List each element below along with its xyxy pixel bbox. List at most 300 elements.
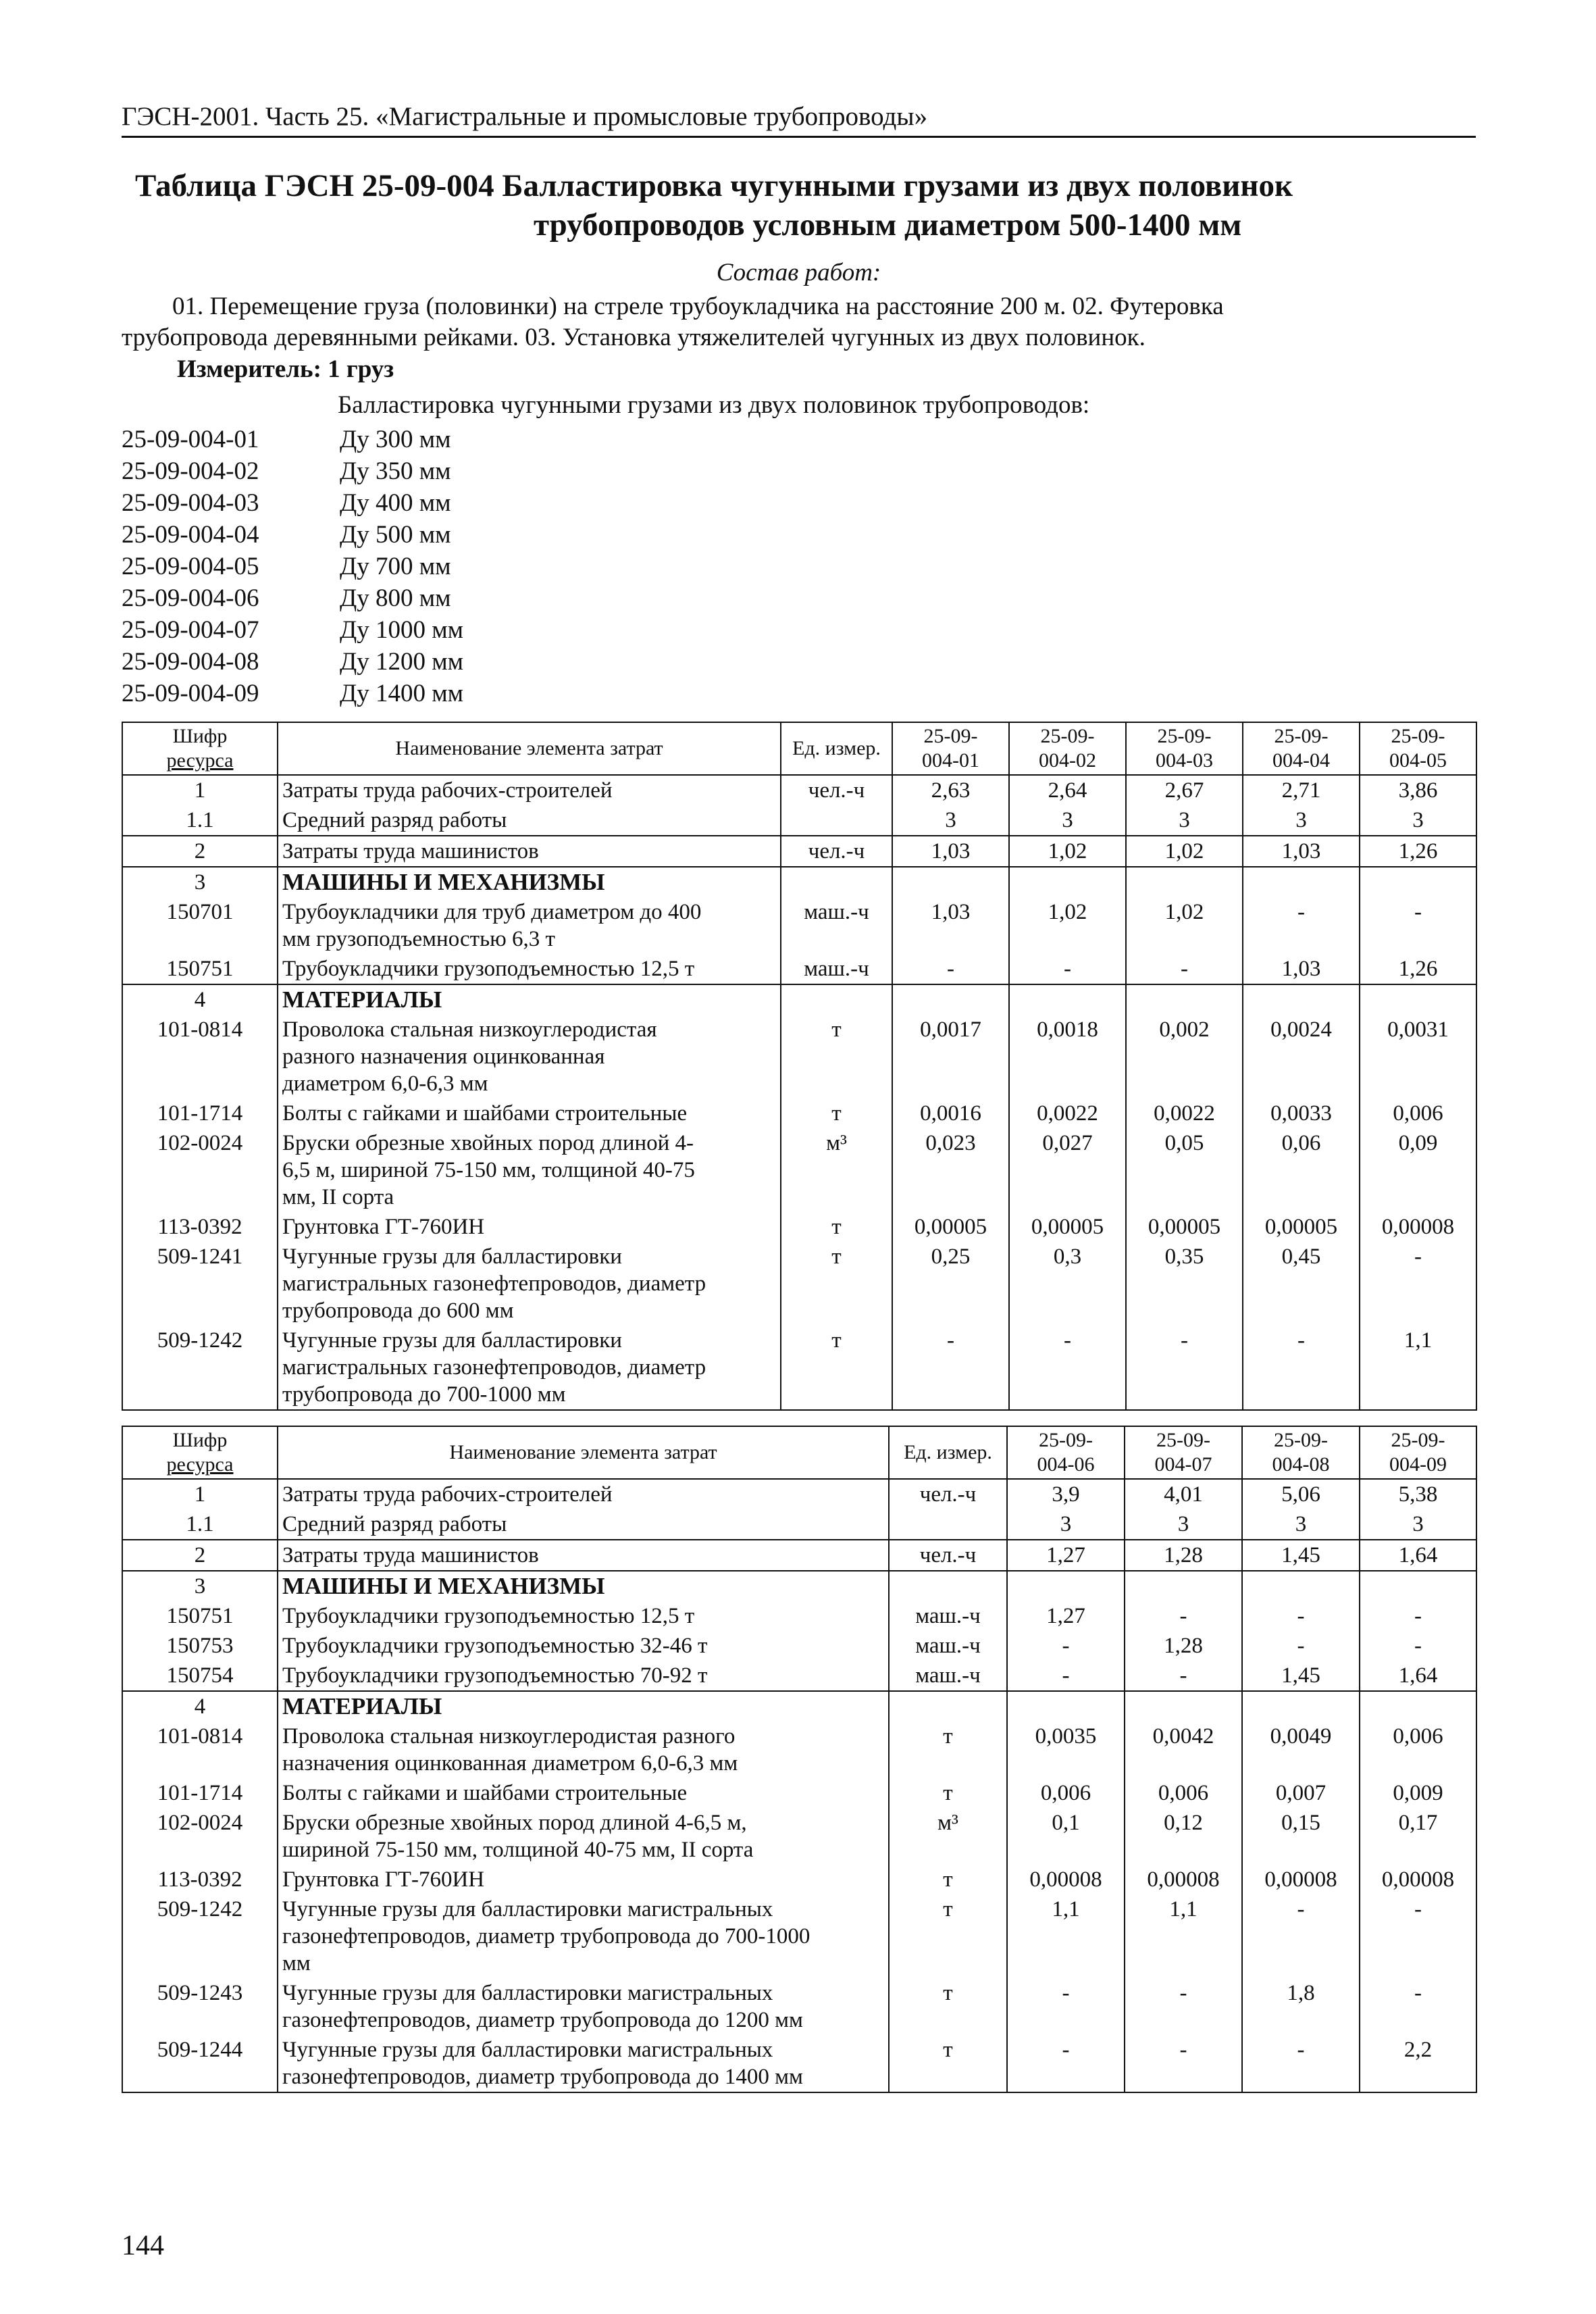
row-value: 3 xyxy=(892,805,1009,836)
row-unit xyxy=(781,867,892,897)
row-name-line: Болты с гайками и шайбами строительные xyxy=(282,1101,688,1126)
row-code: 509-1243 xyxy=(122,1978,278,2035)
row-name-line: МАШИНЫ И МЕХАНИЗМЫ xyxy=(282,869,605,895)
row-code: 150701 xyxy=(122,897,278,954)
row-value xyxy=(1007,1691,1125,1721)
row-value: 2,63 xyxy=(892,775,1009,805)
row-name xyxy=(278,1212,781,1242)
table-row xyxy=(122,1808,1476,1865)
table-row xyxy=(122,1894,1476,1978)
row-name xyxy=(278,1721,889,1778)
row-code: 113-0392 xyxy=(122,1865,278,1894)
row-code: 3 xyxy=(122,1571,278,1601)
row-value xyxy=(892,984,1009,1015)
row-name-line: Трубоукладчики грузоподъемностью 12,5 т xyxy=(282,1604,695,1628)
row-value: 1,64 xyxy=(1360,1661,1476,1691)
page xyxy=(122,101,1476,2093)
table-title xyxy=(122,166,1476,245)
header-norm-code xyxy=(1360,722,1476,775)
header-norm-code xyxy=(1360,1426,1476,1479)
row-value: 1,27 xyxy=(1007,1601,1125,1631)
row-value: 1,45 xyxy=(1242,1540,1360,1571)
header-norm-code xyxy=(1009,722,1126,775)
row-code: 509-1244 xyxy=(122,2035,278,2092)
row-name-line: диаметром 6,0-6,3 мм xyxy=(282,1072,488,1096)
row-value: - xyxy=(1360,1894,1476,1978)
row-value: 1,02 xyxy=(1009,897,1126,954)
row-value: 3 xyxy=(1009,805,1126,836)
row-name xyxy=(278,867,781,897)
row-name-line: шириной 75-150 мм, толщиной 40-75 мм, II сорта xyxy=(282,1838,754,1862)
works-line1: 01. Перемещение груза (половинки) на стреле трубоукладчика на расстояние 200 м. 02. Футеровка xyxy=(172,293,1224,320)
header-norm-code xyxy=(1007,1426,1125,1479)
header-code xyxy=(122,722,278,775)
table-row xyxy=(122,805,1476,836)
code-list-name: Ду 1200 мм xyxy=(340,648,464,676)
row-name xyxy=(278,836,781,867)
table-row xyxy=(122,984,1476,1015)
row-unit: маш.-ч xyxy=(889,1661,1007,1691)
table-row xyxy=(122,1326,1476,1410)
row-name xyxy=(278,1631,889,1661)
table-row xyxy=(122,1099,1476,1128)
row-name xyxy=(278,1099,781,1128)
row-value: 2,67 xyxy=(1126,775,1243,805)
row-value: 1,28 xyxy=(1125,1631,1242,1661)
row-name xyxy=(278,1540,889,1571)
row-unit xyxy=(889,1509,1007,1540)
row-value: 2,71 xyxy=(1243,775,1360,805)
code-list-name: Ду 1000 мм xyxy=(340,616,464,644)
code-list-code: 25-09-004-07 xyxy=(122,616,259,644)
row-value xyxy=(892,867,1009,897)
row-name-line: трубопровода до 700-1000 мм xyxy=(282,1382,566,1407)
table-row xyxy=(122,1601,1476,1631)
row-name-line: Затраты труда машинистов xyxy=(282,839,539,863)
row-name-line: Чугунные грузы для балластировки магистральных xyxy=(282,1981,773,2005)
row-value xyxy=(1125,1691,1242,1721)
row-unit: т xyxy=(781,1099,892,1128)
row-value xyxy=(1242,1571,1360,1601)
row-value xyxy=(1243,867,1360,897)
header-norm-code-line: 004-06 xyxy=(1037,1453,1095,1476)
row-value: 0,023 xyxy=(892,1128,1009,1212)
row-value: 1,02 xyxy=(1009,836,1126,867)
row-unit: т xyxy=(889,1865,1007,1894)
row-name xyxy=(278,1778,889,1808)
row-name-line: Чугунные грузы для балластировки магистральных xyxy=(282,1897,773,1921)
code-list-name: Ду 350 мм xyxy=(340,457,451,485)
header-norm-code-line: 25-09- xyxy=(1274,725,1329,747)
row-value xyxy=(1009,867,1126,897)
table-row xyxy=(122,1242,1476,1326)
row-value xyxy=(1242,1691,1360,1721)
row-value: - xyxy=(1126,954,1243,984)
row-code: 102-0024 xyxy=(122,1128,278,1212)
row-value: 0,0049 xyxy=(1242,1721,1360,1778)
header-norm-code-line: 25-09- xyxy=(1156,1429,1210,1451)
row-value: 0,25 xyxy=(892,1242,1009,1326)
table-row xyxy=(122,1631,1476,1661)
row-value: 0,0018 xyxy=(1009,1015,1126,1099)
row-value: 0,0022 xyxy=(1009,1099,1126,1128)
row-value: 1,8 xyxy=(1242,1978,1360,2035)
row-name xyxy=(278,1015,781,1099)
row-value: - xyxy=(1007,1631,1125,1661)
row-unit: м³ xyxy=(889,1808,1007,1865)
header-code-line: Шифр xyxy=(172,725,228,747)
row-value: 0,006 xyxy=(1125,1778,1242,1808)
header-name: Наименование элемента затрат xyxy=(278,1426,889,1479)
row-name-line: МАТЕРИАЛЫ xyxy=(282,1693,442,1719)
table-row xyxy=(122,1571,1476,1601)
row-value: 0,0016 xyxy=(892,1099,1009,1128)
table-row xyxy=(122,897,1476,954)
row-name-line: разного назначения оцинкованная xyxy=(282,1045,605,1069)
row-unit: маш.-ч xyxy=(889,1601,1007,1631)
row-value: 0,06 xyxy=(1243,1128,1360,1212)
row-code: 509-1242 xyxy=(122,1326,278,1410)
row-code: 150751 xyxy=(122,1601,278,1631)
row-unit: маш.-ч xyxy=(889,1631,1007,1661)
row-name xyxy=(278,1894,889,1978)
row-value: 0,1 xyxy=(1007,1808,1125,1865)
row-name-line: мм грузоподъемностью 6,3 т xyxy=(282,927,555,951)
row-value: - xyxy=(892,1326,1009,1410)
header-norm-code-line: 004-07 xyxy=(1154,1453,1212,1476)
row-name-line: Трубоукладчики грузоподъемностью 70-92 т xyxy=(282,1663,708,1688)
row-value: 0,12 xyxy=(1125,1808,1242,1865)
works-description xyxy=(122,291,1476,353)
row-value: 0,05 xyxy=(1126,1128,1243,1212)
code-list xyxy=(122,424,1476,709)
row-name-line: МАШИНЫ И МЕХАНИЗМЫ xyxy=(282,1573,605,1599)
row-name-line: трубопровода до 600 мм xyxy=(282,1299,514,1323)
row-name-line: Средний разряд работы xyxy=(282,1512,507,1536)
header-norm-code-line: 25-09- xyxy=(1391,725,1445,747)
row-value: 0,3 xyxy=(1009,1242,1126,1326)
row-value: 0,00008 xyxy=(1360,1212,1476,1242)
row-value: - xyxy=(1243,1326,1360,1410)
row-unit: т xyxy=(781,1212,892,1242)
row-code: 101-0814 xyxy=(122,1721,278,1778)
row-name-line: Бруски обрезные хвойных пород длиной 4- xyxy=(282,1131,694,1155)
code-list-item xyxy=(122,551,1476,582)
code-list-name: Ду 700 мм xyxy=(340,553,451,580)
row-value: - xyxy=(1242,1631,1360,1661)
code-list-code: 25-09-004-05 xyxy=(122,553,259,580)
row-value: 1,02 xyxy=(1126,836,1243,867)
row-unit: м³ xyxy=(781,1128,892,1212)
header-code-line: ресурса xyxy=(166,1453,234,1476)
code-list-item xyxy=(122,424,1476,455)
works-subtitle: Состав работ: xyxy=(716,259,881,286)
row-value: 4,01 xyxy=(1125,1479,1242,1509)
table-row xyxy=(122,1978,1476,2035)
row-value: 0,00008 xyxy=(1007,1865,1125,1894)
row-unit: маш.-ч xyxy=(781,897,892,954)
row-value xyxy=(1360,1571,1476,1601)
code-list-code: 25-09-004-02 xyxy=(122,457,259,485)
row-value: 3 xyxy=(1360,805,1476,836)
row-value: 1,28 xyxy=(1125,1540,1242,1571)
row-value: 0,0022 xyxy=(1126,1099,1243,1128)
row-value: 0,0033 xyxy=(1243,1099,1360,1128)
header-norm-code-line: 004-09 xyxy=(1389,1453,1447,1476)
row-value: 0,006 xyxy=(1360,1099,1476,1128)
row-value: - xyxy=(1009,954,1126,984)
row-name xyxy=(278,805,781,836)
code-list-code: 25-09-004-04 xyxy=(122,521,259,549)
row-name-line: газонефтепроводов, диаметр трубопровода до 1200 мм xyxy=(282,2008,803,2032)
table-row xyxy=(122,1212,1476,1242)
header-unit: Ед. измер. xyxy=(889,1426,1007,1479)
header-name: Наименование элемента затрат xyxy=(278,722,781,775)
code-list-item xyxy=(122,582,1476,614)
code-list-item xyxy=(122,614,1476,646)
header-code-line: ресурса xyxy=(166,749,234,772)
row-value: 3 xyxy=(1242,1509,1360,1540)
row-unit: т xyxy=(781,1326,892,1410)
row-value: - xyxy=(1125,2035,1242,2092)
row-value: 3 xyxy=(1007,1509,1125,1540)
row-name-line: Затраты труда машинистов xyxy=(282,1543,539,1567)
row-value: 3 xyxy=(1360,1509,1476,1540)
row-unit xyxy=(889,1571,1007,1601)
header-norm-code xyxy=(1242,1426,1360,1479)
row-name-line: Средний разряд работы xyxy=(282,808,507,832)
row-code: 102-0024 xyxy=(122,1808,278,1865)
code-list-name: Ду 500 мм xyxy=(340,521,451,549)
header-norm-code-line: 25-09- xyxy=(1039,1429,1093,1451)
code-list-code: 25-09-004-09 xyxy=(122,680,259,707)
row-unit: маш.-ч xyxy=(781,954,892,984)
row-value: 5,38 xyxy=(1360,1479,1476,1509)
table-row xyxy=(122,1128,1476,1212)
row-value: 1,45 xyxy=(1242,1661,1360,1691)
header-norm-code-line: 25-09- xyxy=(1274,1429,1328,1451)
row-value: 1,1 xyxy=(1360,1326,1476,1410)
header-unit: Ед. измер. xyxy=(781,722,892,775)
row-name xyxy=(278,1808,889,1865)
table-row xyxy=(122,1661,1476,1691)
row-value: 0,00005 xyxy=(892,1212,1009,1242)
page-number: 144 xyxy=(122,2230,164,2261)
row-name-line: Трубоукладчики грузоподъемностью 12,5 т xyxy=(282,957,695,981)
row-value: - xyxy=(1242,1601,1360,1631)
group-title: Балластировка чугунными грузами из двух половинок трубопроводов: xyxy=(338,391,1090,419)
table-row xyxy=(122,867,1476,897)
resource-table-2 xyxy=(122,1426,1477,2093)
code-list-code: 25-09-004-08 xyxy=(122,648,259,676)
header-code xyxy=(122,1426,278,1479)
code-list-code: 25-09-004-03 xyxy=(122,489,259,517)
row-value: - xyxy=(1126,1326,1243,1410)
row-value: 0,027 xyxy=(1009,1128,1126,1212)
row-value: - xyxy=(1125,1601,1242,1631)
row-value: 1,03 xyxy=(1243,954,1360,984)
row-value: - xyxy=(892,954,1009,984)
row-unit: т xyxy=(781,1015,892,1099)
header-norm-code-line: 004-01 xyxy=(922,749,979,772)
row-name-line: магистральных газонефтепроводов, диаметр xyxy=(282,1355,706,1380)
row-name-line: Проволока стальная низкоуглеродистая разного xyxy=(282,1724,736,1749)
row-unit: т xyxy=(889,1894,1007,1978)
table-title-line2: трубопроводов условным диаметром 500-1400 мм xyxy=(534,207,1242,243)
row-value: 3 xyxy=(1243,805,1360,836)
row-name-line: Грунтовка ГТ-760ИН xyxy=(282,1867,485,1892)
row-code: 101-0814 xyxy=(122,1015,278,1099)
table-row xyxy=(122,1691,1476,1721)
row-value: 1,02 xyxy=(1126,897,1243,954)
row-value: 5,06 xyxy=(1242,1479,1360,1509)
row-code: 2 xyxy=(122,836,278,867)
code-list-name: Ду 800 мм xyxy=(340,584,451,612)
row-name-line: Болты с гайками и шайбами строительные xyxy=(282,1781,688,1805)
row-value xyxy=(1360,867,1476,897)
row-code: 150754 xyxy=(122,1661,278,1691)
row-value xyxy=(1007,1571,1125,1601)
row-name xyxy=(278,1978,889,2035)
row-value: 0,002 xyxy=(1126,1015,1243,1099)
row-value xyxy=(1360,1691,1476,1721)
row-name-line: мм, II сорта xyxy=(282,1185,394,1209)
header-norm-code xyxy=(1126,722,1243,775)
row-code: 509-1242 xyxy=(122,1894,278,1978)
row-value xyxy=(1243,984,1360,1015)
row-name xyxy=(278,1242,781,1326)
row-name-line: Затраты труда рабочих-строителей xyxy=(282,1482,613,1507)
row-name xyxy=(278,1661,889,1691)
row-code: 509-1241 xyxy=(122,1242,278,1326)
table-row xyxy=(122,1479,1476,1509)
row-name-line: назначения оцинкованная диаметром 6,0-6,3 мм xyxy=(282,1751,738,1776)
row-value: - xyxy=(1360,1601,1476,1631)
row-name-line: Трубоукладчики грузоподъемностью 32-46 т xyxy=(282,1634,708,1658)
row-value: 1,64 xyxy=(1360,1540,1476,1571)
row-name xyxy=(278,1691,889,1721)
code-list-item xyxy=(122,678,1476,709)
works-line2: трубопровода деревянными рейками. 03. Установка утяжелителей чугунных из двух половинок. xyxy=(122,324,1145,351)
row-value: 0,0031 xyxy=(1360,1015,1476,1099)
table-row xyxy=(122,1778,1476,1808)
row-value: 2,2 xyxy=(1360,2035,1476,2092)
row-value: 0,007 xyxy=(1242,1778,1360,1808)
header-norm-code-line: 25-09- xyxy=(1040,725,1095,747)
header-norm-code-line: 004-04 xyxy=(1272,749,1330,772)
row-value: - xyxy=(1360,1242,1476,1326)
row-name xyxy=(278,1865,889,1894)
row-code: 3 xyxy=(122,867,278,897)
row-unit: т xyxy=(889,2035,1007,2092)
row-value: 1,27 xyxy=(1007,1540,1125,1571)
row-code: 150751 xyxy=(122,954,278,984)
row-name xyxy=(278,897,781,954)
header-norm-code-line: 25-09- xyxy=(1157,725,1212,747)
row-value: 3 xyxy=(1126,805,1243,836)
row-value xyxy=(1126,984,1243,1015)
table-row xyxy=(122,2035,1476,2092)
row-name-line: Чугунные грузы для балластировки xyxy=(282,1328,622,1353)
code-list-code: 25-09-004-06 xyxy=(122,584,259,612)
row-unit: т xyxy=(781,1242,892,1326)
table-row xyxy=(122,1509,1476,1540)
code-list-name: Ду 400 мм xyxy=(340,489,451,517)
row-code: 1.1 xyxy=(122,1509,278,1540)
row-value: 0,15 xyxy=(1242,1808,1360,1865)
table-row xyxy=(122,1015,1476,1099)
row-value: 0,35 xyxy=(1126,1242,1243,1326)
row-name xyxy=(278,2035,889,2092)
code-list-item xyxy=(122,487,1476,519)
row-value: 3,9 xyxy=(1007,1479,1125,1509)
row-unit xyxy=(781,984,892,1015)
row-name xyxy=(278,1601,889,1631)
row-value: 0,009 xyxy=(1360,1778,1476,1808)
row-value: 1,26 xyxy=(1360,836,1476,867)
row-name xyxy=(278,984,781,1015)
row-value: 1,26 xyxy=(1360,954,1476,984)
row-code: 1.1 xyxy=(122,805,278,836)
code-list-item xyxy=(122,519,1476,551)
row-name xyxy=(278,1509,889,1540)
row-name-line: Грунтовка ГТ-760ИН xyxy=(282,1215,485,1239)
row-unit: т xyxy=(889,1778,1007,1808)
row-name xyxy=(278,1128,781,1212)
row-value: 0,17 xyxy=(1360,1808,1476,1865)
row-name-line: Затраты труда рабочих-строителей xyxy=(282,778,613,803)
table-row xyxy=(122,1865,1476,1894)
row-value: 3,86 xyxy=(1360,775,1476,805)
row-name-line: магистральных газонефтепроводов, диаметр xyxy=(282,1272,706,1296)
header-norm-code-line: 004-05 xyxy=(1389,749,1447,772)
row-value: 0,00008 xyxy=(1360,1865,1476,1894)
row-code: 1 xyxy=(122,1479,278,1509)
header-code-line: Шифр xyxy=(172,1429,228,1451)
row-value xyxy=(1009,984,1126,1015)
row-unit: чел.-ч xyxy=(781,836,892,867)
row-value: - xyxy=(1007,2035,1125,2092)
row-value: 0,00005 xyxy=(1126,1212,1243,1242)
row-name-line: Бруски обрезные хвойных пород длиной 4-6,5 м, xyxy=(282,1811,747,1835)
row-name xyxy=(278,775,781,805)
code-list-name: Ду 1400 мм xyxy=(340,680,464,707)
row-value: 0,006 xyxy=(1360,1721,1476,1778)
row-code: 4 xyxy=(122,984,278,1015)
row-unit: т xyxy=(889,1721,1007,1778)
row-value: 0,45 xyxy=(1243,1242,1360,1326)
header-norm-code-line: 25-09- xyxy=(923,725,978,747)
header-norm-code xyxy=(1243,722,1360,775)
row-value: - xyxy=(1007,1661,1125,1691)
row-code: 2 xyxy=(122,1540,278,1571)
row-name-line: мм xyxy=(282,1951,311,1976)
row-value: 1,03 xyxy=(892,836,1009,867)
row-value: - xyxy=(1242,1894,1360,1978)
row-value: 0,00005 xyxy=(1009,1212,1126,1242)
row-value: 0,0042 xyxy=(1125,1721,1242,1778)
row-value xyxy=(1125,1571,1242,1601)
row-value: - xyxy=(1360,897,1476,954)
row-name-line: Трубоукладчики для труб диаметром до 400 xyxy=(282,900,702,924)
row-value: - xyxy=(1009,1326,1126,1410)
row-value: - xyxy=(1242,2035,1360,2092)
row-code: 1 xyxy=(122,775,278,805)
header-norm-code-line: 25-09- xyxy=(1391,1429,1445,1451)
row-value: - xyxy=(1360,1631,1476,1661)
row-code: 150753 xyxy=(122,1631,278,1661)
code-list-name: Ду 300 мм xyxy=(340,426,451,453)
